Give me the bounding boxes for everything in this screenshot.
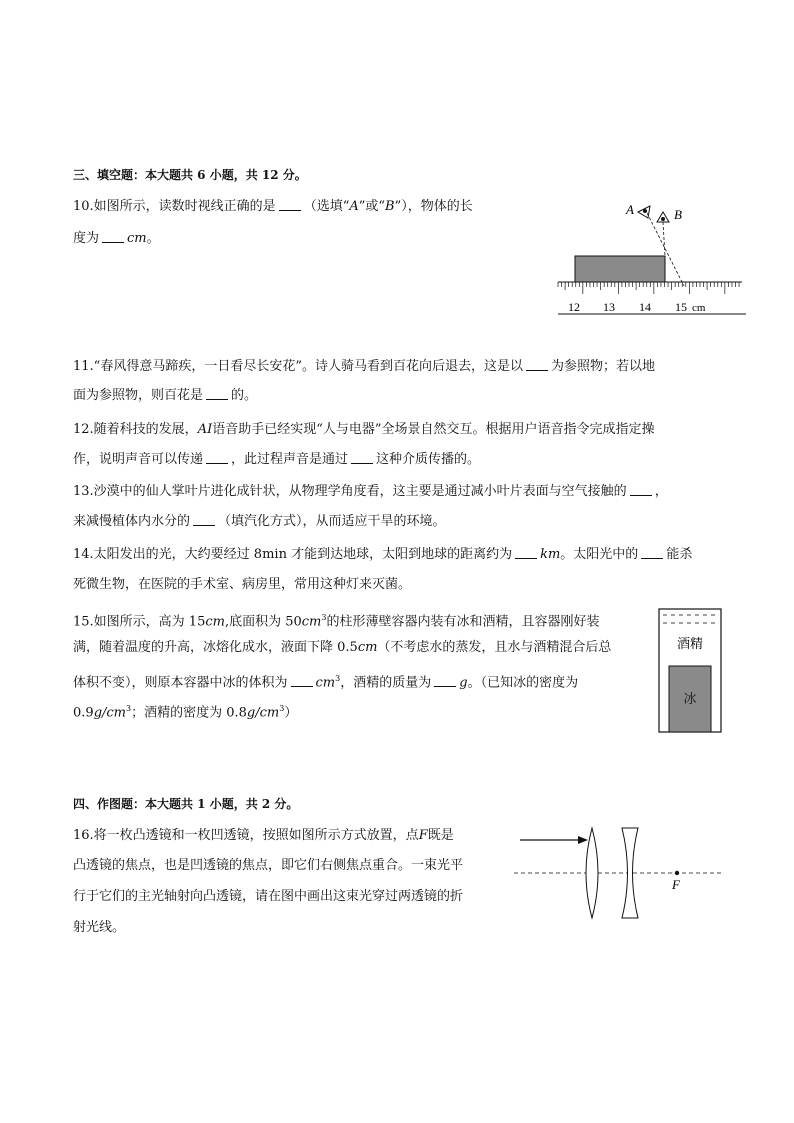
question-16-line-4: 射光线。: [73, 920, 126, 935]
question-16-line-3: 行于它们的主光轴射向凸透镜，请在图中画出这束光穿过两透镜的折: [73, 889, 464, 904]
question-15-line-3: 体积不变），则原本容器中冰的体积为 $cm^3$，酒精的质量为 g。（已知冰的密度为: [73, 674, 579, 691]
eye-b-label: B: [674, 207, 682, 222]
ruler-unit: cm: [692, 302, 706, 314]
question-15-line-1: 15.如图所示，高为 15cm,底面积为 $50cm^3$的柱形薄壁容器内装有冰和酒精，且容器刚好装: [73, 613, 600, 630]
tick-label-12: 12: [568, 300, 580, 314]
question-16-line-2: 凸透镜的焦点，也是凹透镜的焦点，即它们右侧焦点重合。一束光平: [73, 858, 464, 873]
question-11-line-1: 11.“春风得意马蹄疾，一日看尽长安花”。诗人骑马看到百花向后退去，这是以 为参照物；若以地: [73, 359, 655, 374]
ice-label: 冰: [683, 691, 697, 706]
section-3-title: 三、填空题：本大题共 6 小题，共 12 分。: [73, 168, 307, 182]
question-14-line-2: 死微生物，在医院的手术室、病房里，常用这种灯来灭菌。: [73, 577, 412, 592]
eye-a-icon: [638, 206, 650, 218]
question-10-line-2: 度为 cm。: [73, 231, 160, 246]
tick-label-15: 15: [675, 300, 687, 314]
answer-blank[interactable]: [641, 545, 663, 559]
answer-blank[interactable]: [102, 229, 124, 243]
section-4-title: 四、作图题：本大题共 1 小题，共 2 分。: [73, 797, 299, 811]
eye-b-icon: [657, 212, 669, 222]
focus-label: F: [672, 877, 680, 892]
arrow-icon: [578, 836, 588, 844]
focus-point: [675, 871, 679, 875]
question-12-line-1: 12.随着科技的发展，AI语音助手已经实现“人与电器”全场景自然交互。根据用户语音指令完成指定操: [73, 422, 655, 437]
answer-blank[interactable]: [630, 482, 652, 496]
lens-figure: [510, 826, 730, 922]
answer-blank[interactable]: [279, 197, 301, 211]
answer-blank[interactable]: [515, 545, 537, 559]
alcohol-label: 酒精: [676, 636, 704, 651]
answer-blank[interactable]: [193, 512, 215, 526]
answer-blank[interactable]: [526, 357, 548, 371]
question-10-line-1: 10.如图所示，读数时视线正确的是 （选填“A”或“B”），物体的长: [73, 199, 473, 214]
answer-blank[interactable]: [291, 673, 313, 687]
question-15-line-4: $0.9g/cm^3$；酒精的密度为 $0.8g/cm^3$）: [73, 704, 298, 721]
tick-label-14: 14: [639, 300, 651, 314]
eye-a-label: A: [626, 202, 634, 217]
question-13-line-2: 来减慢植体内水分的 （填汽化方式），从而适应干旱的环境。: [73, 514, 446, 529]
question-13-line-1: 13.沙漠中的仙人掌叶片进化成针状，从物理学角度看，这主要是通过减小叶片表面与空气接触的 ，: [73, 484, 668, 499]
answer-blank[interactable]: [434, 673, 456, 687]
question-15-line-2: 满，随着温度的升高，冰熔化成水，液面下降 0.5cm（不考虑水的蒸发，且水与酒精混合后总: [73, 640, 612, 655]
answer-blank[interactable]: [206, 450, 228, 464]
ruler-figure: [550, 198, 750, 320]
question-16-line-1: 16.将一枚凸透镜和一枚凹透镜，按照如图所示方式放置，点F既是: [73, 828, 454, 843]
container-figure: [655, 606, 725, 736]
question-12-line-2: 作，说明声音可以传递 ，此过程声音是通过 这种介质传播的。: [73, 452, 481, 467]
question-11-line-2: 面为参照物，则百花是 的。: [73, 388, 258, 403]
answer-blank[interactable]: [351, 450, 373, 464]
convex-lens: [586, 828, 598, 918]
question-14-line-1: 14.太阳发出的光，大约要经过 8min 才能到达地球，太阳到地球的距离约为 km。太阳光中的 能杀: [73, 547, 693, 562]
tick-label-13: 13: [603, 300, 615, 314]
answer-blank[interactable]: [206, 386, 228, 400]
measured-object: [575, 256, 665, 282]
